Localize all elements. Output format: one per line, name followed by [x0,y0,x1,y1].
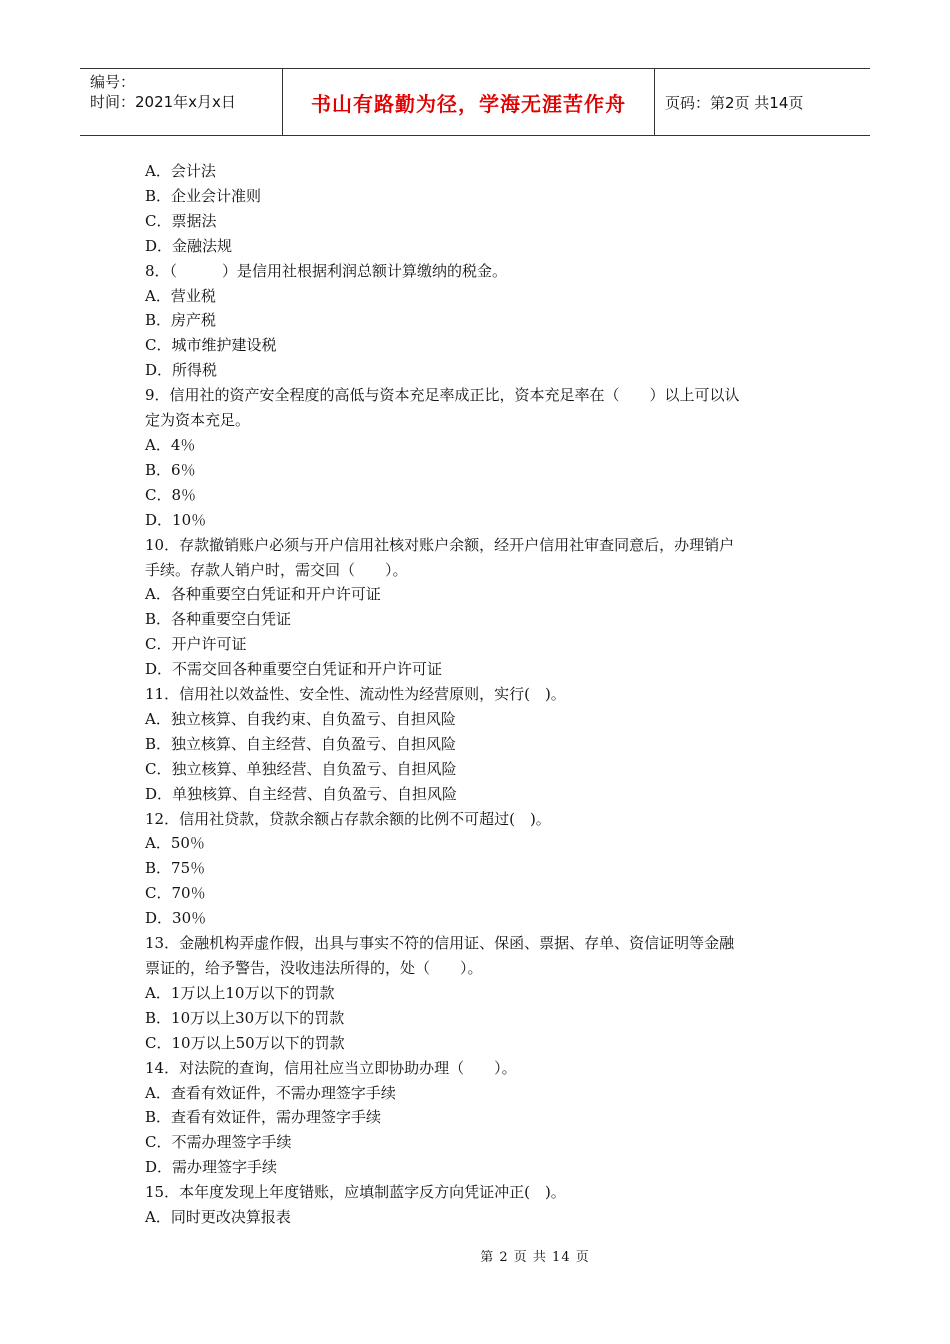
text-line: 10．存款撤销账户必须与开户信用社核对账户余额，经开户信用社审查同意后，办理销户 [145,535,735,554]
text-line: 8．（ ）是信用社根据利润总额计算缴纳的税金。 [145,261,508,280]
text-line: 定为资本充足。 [145,411,251,430]
text-line: 9．信用社的资产安全程度的高低与资本充足率成正比，资本充足率在（ ）以上可以认 [145,386,740,405]
text-line: A．各种重要空白凭证和开户许可证 [145,585,381,604]
page-footer [0,1246,950,1265]
text-line: D．需办理签字手续 [145,1158,278,1177]
text-line: C．独立核算、单独经营、自负盈亏、自担风险 [145,759,457,778]
text-line: B．各种重要空白凭证 [145,610,292,629]
text-line: A．独立核算、自我约束、自负盈亏、自担风险 [145,709,456,728]
text-line: 12．信用社贷款，贷款余额占存款余额的比例不可超过( )。 [145,809,551,828]
text-line: D．单独核算、自主经营、自负盈亏、自担风险 [145,784,458,803]
footer-page-number: 第 2 页 共 14 页 [480,1250,590,1265]
text-line: D．不需交回各种重要空白凭证和开户许可证 [145,660,443,679]
text-line: 14．对法院的查询，信用社应当立即协助办理（ ）。 [145,1058,517,1077]
header-motto: 书山有路勤为径，学海无涯苦作舟 [283,69,655,135]
text-line: B．查看有效证件，需办理签字手续 [145,1108,382,1127]
text-line: 13．金融机构弄虚作假，出具与事实不符的信用证、保函、票据、存单、资信证明等金融 [145,934,735,953]
text-line: D．所得税 [145,361,218,380]
text-line: D．30％ [145,909,207,928]
text-line: 11．信用社以效益性、安全性、流动性为经营原则，实行( )。 [145,685,566,704]
page-header [80,68,870,136]
text-line: C．开户许可证 [145,635,247,654]
number-label: 编号： [90,73,136,91]
document-body [145,159,810,1230]
text-line: A．1万以上10万以下的罚款 [145,983,335,1002]
text-line: A．50％ [145,834,205,853]
text-line: B．独立核算、自主经营、自负盈亏、自担风险 [145,734,457,753]
text-line: 手续。存款人销户时，需交回（ ）。 [145,560,408,579]
header-meta [80,69,283,135]
text-line: A．会计法 [145,162,216,180]
text-line: A．营业税 [145,286,216,305]
text-line: A．查看有效证件，不需办理签字手续 [145,1083,396,1102]
time-label: 时间：2021年x月x日 [90,93,236,111]
text-line: B．企业会计准则 [145,186,262,205]
text-line: C．70％ [145,884,206,903]
text-line: A．同时更改决算报表 [145,1208,291,1227]
text-line: C．8％ [145,485,197,504]
text-line: B．10万以上30万以下的罚款 [145,1008,345,1027]
text-line: C．10万以上50万以下的罚款 [145,1033,345,1052]
text-line: C．城市维护建设税 [145,336,277,355]
text-line: C．不需办理签字手续 [145,1133,292,1152]
text-line: D．10％ [145,510,207,529]
text-line: D．金融法规 [145,236,233,255]
text-line: B．6％ [145,460,196,479]
text-line: B．75％ [145,859,206,878]
text-line: 15．本年度发现上年度错账，应填制蓝字反方向凭证冲正( )。 [145,1183,566,1202]
header-page-info: 页码：第2页 共14页 [665,93,804,112]
text-line: A．4％ [145,435,196,454]
text-line: B．房产税 [145,311,217,330]
text-line: 票证的，给予警告，没收违法所得的，处（ ）。 [145,959,483,977]
text-line: C．票据法 [145,211,217,230]
